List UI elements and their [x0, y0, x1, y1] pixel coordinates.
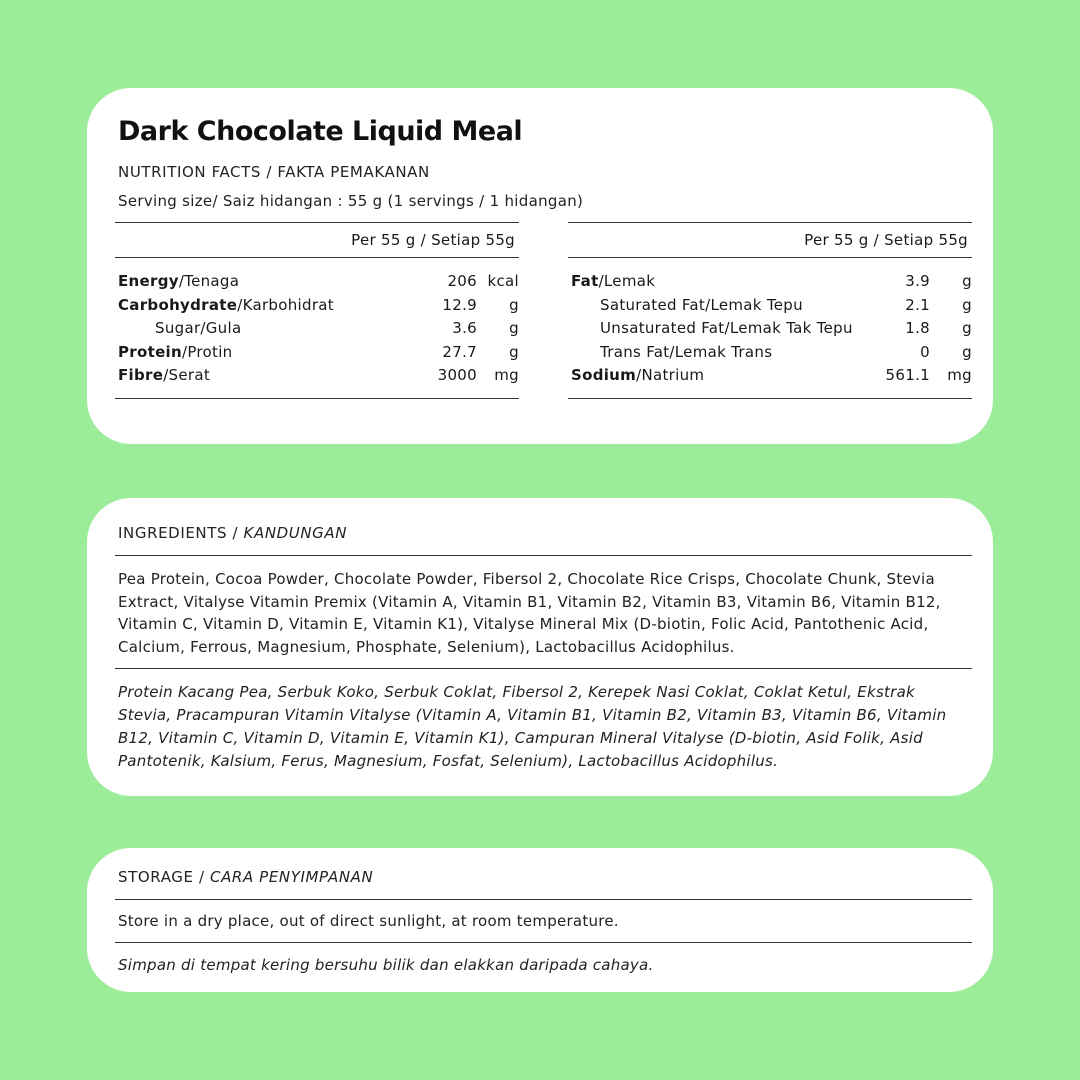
nutrient-value: 561.1 [885, 366, 930, 384]
nutrient-value: 12.9 [442, 295, 477, 314]
nutrient-value: 1.8 [905, 319, 930, 337]
nutrient-unit: g [962, 342, 972, 361]
nutrient-value: 0 [920, 342, 930, 361]
section-divider [115, 668, 972, 669]
nutrient-name: Saturated Fat/Lemak Tepu [600, 295, 803, 314]
ingredients-text-ms: Protein Kacang Pea, Serbuk Koko, Serbuk Coklat, Fibersol 2, Kerepek Nasi Coklat, Coklat Ketul, Ekstrak Stevia, Pracampuran Vitamin Vitalyse (Vitamin A, Vitamin B1, Vitamin B2, Vitamin B3, Vitamin B6, Vitamin B12, Vitamin C, Vitamin D, Vitamin E, Vitamin K1), Campuran Mineral Vitalyse (D-biotin, Asid Folik, Asid Pantotenik, Kalsium, Ferus, Magnesium, Fosfat, Selenium), Lactobacillus Acidophilus. [118, 683, 947, 770]
nutrient-unit: g [509, 319, 519, 337]
table-body [115, 258, 519, 398]
nutrient-row [115, 317, 519, 341]
table-header: Per 55 g / Setiap 55g [351, 231, 515, 249]
nutrient-name: Trans Fat/Lemak Trans [600, 342, 773, 361]
nutrient-unit: g [962, 272, 972, 290]
section-divider [115, 555, 972, 556]
nutrient-row [568, 317, 972, 341]
nutrient-row [115, 364, 519, 388]
nutrient-row [115, 270, 519, 294]
nutrient-unit: g [509, 295, 519, 314]
ingredients-card [87, 498, 993, 796]
nutrient-value: 206 [447, 272, 477, 290]
nutrient-name: Carbohydrate/Karbohidrat [118, 295, 334, 314]
nutrient-value: 27.7 [442, 342, 477, 361]
nutrient-name: Sugar/Gula [155, 319, 242, 337]
nutrient-value: 3.6 [452, 319, 477, 337]
nutrient-row [115, 294, 519, 318]
nutrient-name: Protein/Protin [118, 342, 233, 361]
storage-text-en: Store in a dry place, out of direct sunlight, at room temperature. [118, 912, 619, 930]
nutrient-name: Fat/Lemak [571, 272, 656, 290]
nutrient-row [115, 341, 519, 365]
nutrient-unit: mg [494, 366, 519, 384]
nutrient-row [568, 364, 972, 388]
ingredients-text-en: Pea Protein, Cocoa Powder, Chocolate Powder, Fibersol 2, Chocolate Rice Crisps, Chocolate Chunk, Stevia Extract, Vitalyse Vitamin Premix (Vitamin A, Vitamin B1, Vitamin B2, Vitamin B3, Vitamin B6, Vitamin B12, Vitamin C, Vitamin D, Vitamin E, Vitamin K1), Vitalyse Mineral Mix (D-biotin, Folic Acid, Pantothenic Acid, Calcium, Ferrous, Magnesium, Phosphate, Selenium), Lactobacillus Acidophilus. [118, 570, 941, 656]
nutrient-row [568, 294, 972, 318]
nutrient-row [568, 341, 972, 365]
nutrient-unit: kcal [487, 272, 519, 290]
nutrient-unit: g [962, 295, 972, 314]
nutrition-table-left [115, 222, 519, 399]
table-rule [568, 398, 972, 399]
serving-size: Serving size/ Saiz hidangan : 55 g (1 servings / 1 hidangan) [118, 192, 584, 210]
ingredients-heading: INGREDIENTS / KANDUNGAN [118, 524, 348, 542]
table-header: Per 55 g / Setiap 55g [804, 231, 968, 249]
nutrient-name: Sodium/Natrium [571, 366, 705, 384]
storage-heading: STORAGE / CARA PENYIMPANAN [118, 868, 374, 886]
nutrient-unit: g [509, 342, 519, 361]
nutrition-card [87, 88, 993, 444]
table-body [568, 258, 972, 398]
storage-card [87, 848, 993, 992]
table-rule [115, 398, 519, 399]
nutrient-unit: mg [947, 366, 972, 384]
section-divider [115, 899, 972, 900]
nutrient-value: 2.1 [905, 295, 930, 314]
nutrient-value: 3.9 [905, 272, 930, 290]
nutrient-name: Energy/Tenaga [118, 272, 240, 290]
nutrition-heading: NUTRITION FACTS / FAKTA PEMAKANAN [118, 163, 430, 181]
nutrient-name: Fibre/Serat [118, 366, 211, 384]
nutrient-value: 3000 [437, 366, 477, 384]
product-title: Dark Chocolate Liquid Meal [118, 116, 523, 147]
nutrient-name: Unsaturated Fat/Lemak Tak Tepu [600, 319, 853, 337]
nutrition-table-right [568, 222, 972, 399]
section-divider [115, 942, 972, 943]
nutrient-unit: g [962, 319, 972, 337]
storage-text-ms: Simpan di tempat kering bersuhu bilik dan elakkan daripada cahaya. [118, 956, 654, 974]
nutrient-row [568, 270, 972, 294]
